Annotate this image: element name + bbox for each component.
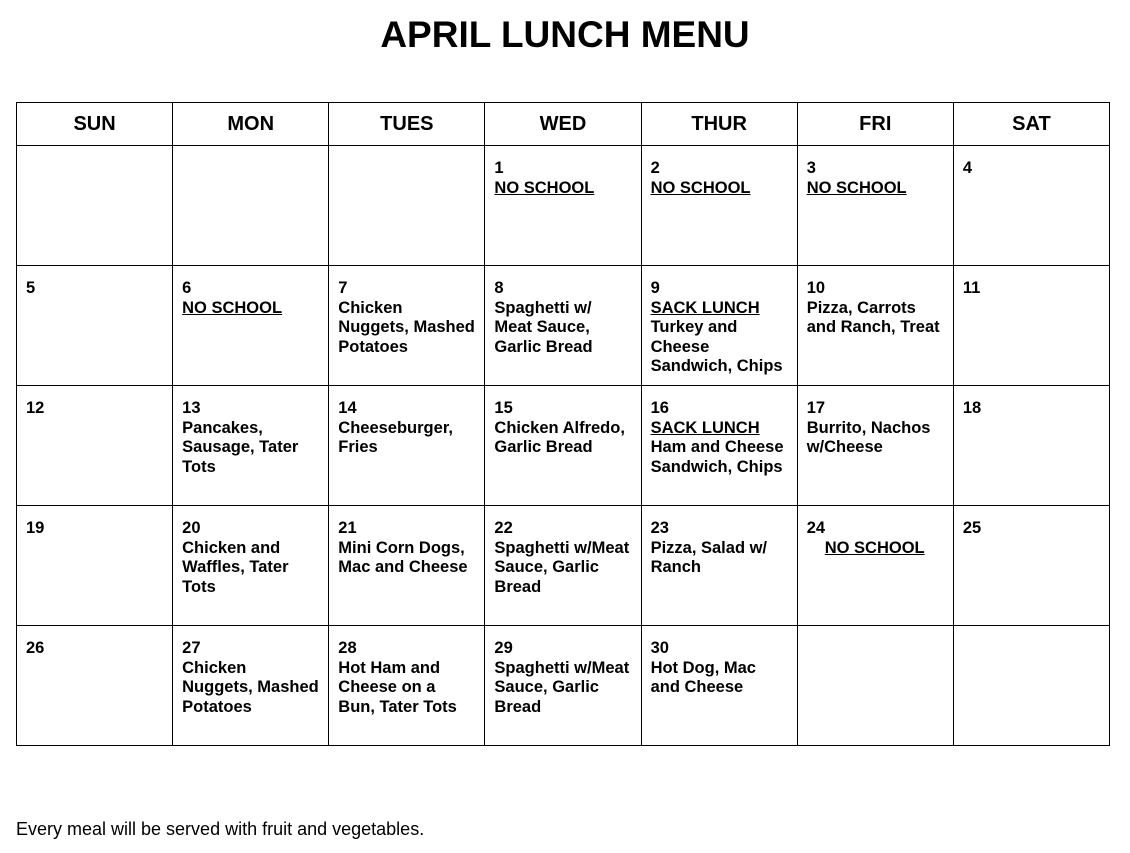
day-number: 28 bbox=[338, 639, 357, 657]
calendar-day-cell-tues bbox=[329, 506, 485, 626]
weekday-header-sun: SUN bbox=[17, 103, 173, 146]
day-cell-content bbox=[17, 506, 172, 539]
calendar-day-cell-sat bbox=[953, 386, 1109, 506]
day-cell-content bbox=[954, 146, 1109, 179]
day-number: 5 bbox=[26, 279, 36, 297]
meal-description: Hot Dog, Mac and Cheese bbox=[650, 658, 756, 696]
day-cell-content bbox=[329, 626, 484, 717]
meal-description: Chicken Nuggets, Mashed Potatoes bbox=[338, 298, 475, 356]
day-cell-content bbox=[329, 146, 484, 159]
calendar-day-cell-sun bbox=[17, 506, 173, 626]
day-number: 25 bbox=[962, 519, 982, 537]
calendar-day-cell-sat bbox=[953, 626, 1109, 746]
day-number: 7 bbox=[338, 279, 348, 297]
day-cell-content bbox=[798, 626, 953, 639]
calendar-day-cell-fri bbox=[797, 146, 953, 266]
day-number: 20 bbox=[182, 519, 201, 537]
meal-description: Hot Ham and Cheese on a Bun, Tater Tots bbox=[338, 658, 457, 716]
calendar-day-cell-mon bbox=[173, 506, 329, 626]
weekday-header-tues: TUES bbox=[329, 103, 485, 146]
day-cell-content bbox=[798, 266, 953, 338]
weekday-header-row bbox=[17, 103, 1110, 146]
meal-description: Burrito, Nachos w/Cheese bbox=[806, 418, 931, 456]
day-number: 15 bbox=[494, 399, 513, 417]
day-cell-content bbox=[642, 506, 797, 578]
calendar-day-cell-thur bbox=[641, 146, 797, 266]
calendar-day-cell-fri bbox=[797, 506, 953, 626]
calendar-day-cell-fri bbox=[797, 266, 953, 386]
calendar-day-cell-tues bbox=[329, 386, 485, 506]
calendar-week-row bbox=[17, 146, 1110, 266]
day-number: 16 bbox=[650, 399, 669, 417]
day-number: 9 bbox=[650, 279, 660, 297]
calendar-day-cell-thur bbox=[641, 266, 797, 386]
day-number: 6 bbox=[182, 279, 192, 297]
calendar-day-cell-thur bbox=[641, 626, 797, 746]
meal-description: Chicken Alfredo, Garlic Bread bbox=[494, 418, 625, 456]
day-cell-content bbox=[329, 386, 484, 458]
calendar-day-cell-sun bbox=[17, 266, 173, 386]
day-number: 26 bbox=[26, 639, 45, 657]
meal-description: Mini Corn Dogs, Mac and Cheese bbox=[338, 538, 468, 576]
day-number: 22 bbox=[494, 519, 513, 537]
weekday-header-wed: WED bbox=[485, 103, 641, 146]
day-number: 11 bbox=[962, 279, 981, 297]
meal-description: Turkey and Cheese Sandwich, Chips bbox=[650, 318, 783, 375]
day-cell-content bbox=[485, 266, 640, 357]
day-cell-content bbox=[642, 266, 797, 377]
calendar-day-cell-fri bbox=[797, 386, 953, 506]
day-number: 17 bbox=[806, 399, 826, 417]
no-school-notice: NO SCHOOL bbox=[824, 538, 925, 557]
calendar-day-cell-sat bbox=[953, 506, 1109, 626]
day-number: 3 bbox=[806, 159, 816, 177]
meal-description: Chicken and Waffles, Tater Tots bbox=[182, 538, 289, 596]
day-cell-content bbox=[329, 266, 484, 357]
day-cell-content bbox=[642, 386, 797, 477]
day-cell-content bbox=[485, 626, 640, 717]
meal-description: Spaghetti w/ Meat Sauce, Garlic Bread bbox=[494, 298, 593, 356]
calendar-day-cell-tues bbox=[329, 266, 485, 386]
no-school-notice: NO SCHOOL bbox=[494, 178, 595, 197]
day-number: 2 bbox=[650, 159, 660, 177]
day-cell-content bbox=[642, 146, 797, 198]
day-number: 1 bbox=[494, 159, 504, 177]
day-number: 4 bbox=[962, 159, 973, 177]
page-title: APRIL LUNCH MENU bbox=[380, 14, 750, 55]
day-cell-content bbox=[954, 266, 1109, 299]
day-cell-content bbox=[173, 626, 328, 717]
day-number: 8 bbox=[494, 279, 504, 297]
day-cell-content bbox=[642, 626, 797, 698]
calendar-day-cell-sun bbox=[17, 626, 173, 746]
calendar-day-cell-mon bbox=[173, 626, 329, 746]
meal-description: Chicken Nuggets, Mashed Potatoes bbox=[182, 658, 319, 716]
calendar-day-cell-wed bbox=[485, 146, 641, 266]
day-cell-content bbox=[954, 626, 1109, 639]
calendar-day-cell-mon bbox=[173, 146, 329, 266]
calendar-week-row bbox=[17, 386, 1110, 506]
meal-description: Pancakes, Sausage, Tater Tots bbox=[182, 418, 299, 476]
weekday-header-thur: THUR bbox=[641, 103, 797, 146]
day-cell-content bbox=[173, 506, 328, 597]
calendar-day-cell-sat bbox=[953, 146, 1109, 266]
day-cell-content bbox=[798, 146, 953, 198]
weekday-header-fri: FRI bbox=[797, 103, 953, 146]
calendar-week-row bbox=[17, 626, 1110, 746]
day-number: 13 bbox=[182, 399, 201, 417]
day-cell-content bbox=[798, 506, 953, 558]
calendar-day-cell-sun bbox=[17, 146, 173, 266]
no-school-notice: NO SCHOOL bbox=[806, 178, 907, 197]
calendar-day-cell-fri bbox=[797, 626, 953, 746]
day-cell-content bbox=[485, 386, 640, 458]
no-school-notice: NO SCHOOL bbox=[650, 178, 751, 197]
calendar-day-cell-thur bbox=[641, 506, 797, 626]
day-cell-content bbox=[954, 386, 1109, 419]
calendar-week-row bbox=[17, 506, 1110, 626]
meal-description: Ham and Cheese Sandwich, Chips bbox=[650, 438, 784, 476]
calendar-day-cell-wed bbox=[485, 626, 641, 746]
meal-description: Pizza, Carrots and Ranch, Treat bbox=[806, 298, 940, 336]
day-cell-content bbox=[17, 266, 172, 299]
day-number: 23 bbox=[650, 519, 669, 537]
weekday-header-sat: SAT bbox=[953, 103, 1109, 146]
day-cell-content bbox=[954, 506, 1109, 539]
meal-description: Cheeseburger, Fries bbox=[338, 418, 453, 456]
sack-lunch-notice: SACK LUNCH bbox=[650, 418, 760, 437]
calendar-day-cell-sun bbox=[17, 386, 173, 506]
calendar-day-cell-mon bbox=[173, 386, 329, 506]
day-cell-content bbox=[173, 386, 328, 477]
day-number: 18 bbox=[962, 399, 982, 417]
day-number: 10 bbox=[806, 279, 826, 297]
weekday-header-mon: MON bbox=[173, 103, 329, 146]
day-cell-content bbox=[798, 386, 953, 458]
calendar-day-cell-wed bbox=[485, 266, 641, 386]
calendar-week-row bbox=[17, 266, 1110, 386]
sack-lunch-notice: SACK LUNCH bbox=[650, 298, 760, 317]
meal-description: Spaghetti w/Meat Sauce, Garlic Bread bbox=[494, 538, 630, 596]
day-number: 12 bbox=[26, 399, 45, 417]
calendar-day-cell-wed bbox=[485, 386, 641, 506]
day-cell-content bbox=[485, 506, 640, 597]
day-number: 27 bbox=[182, 639, 201, 657]
footer-note: Every meal will be served with fruit and vegetables. bbox=[16, 819, 425, 839]
day-number: 24 bbox=[806, 519, 826, 537]
calendar-day-cell-sat bbox=[953, 266, 1109, 386]
calendar-day-cell-mon bbox=[173, 266, 329, 386]
meal-description: Pizza, Salad w/ Ranch bbox=[650, 538, 768, 576]
day-cell-content bbox=[173, 146, 328, 159]
meal-description: Spaghetti w/Meat Sauce, Garlic Bread bbox=[494, 658, 630, 716]
day-cell-content bbox=[17, 386, 172, 419]
day-number: 19 bbox=[26, 519, 45, 537]
day-number: 29 bbox=[494, 639, 513, 657]
calendar-day-cell-tues bbox=[329, 146, 485, 266]
day-number: 21 bbox=[338, 519, 357, 537]
day-number: 30 bbox=[650, 639, 669, 657]
no-school-notice: NO SCHOOL bbox=[182, 298, 283, 317]
day-cell-content bbox=[329, 506, 484, 578]
calendar-day-cell-thur bbox=[641, 386, 797, 506]
day-cell-content bbox=[17, 146, 172, 159]
day-cell-content bbox=[485, 146, 640, 198]
calendar-day-cell-wed bbox=[485, 506, 641, 626]
day-number: 14 bbox=[338, 399, 357, 417]
menu-calendar bbox=[16, 102, 1110, 746]
calendar-day-cell-tues bbox=[329, 626, 485, 746]
day-cell-content bbox=[17, 626, 172, 659]
day-cell-content bbox=[173, 266, 328, 318]
